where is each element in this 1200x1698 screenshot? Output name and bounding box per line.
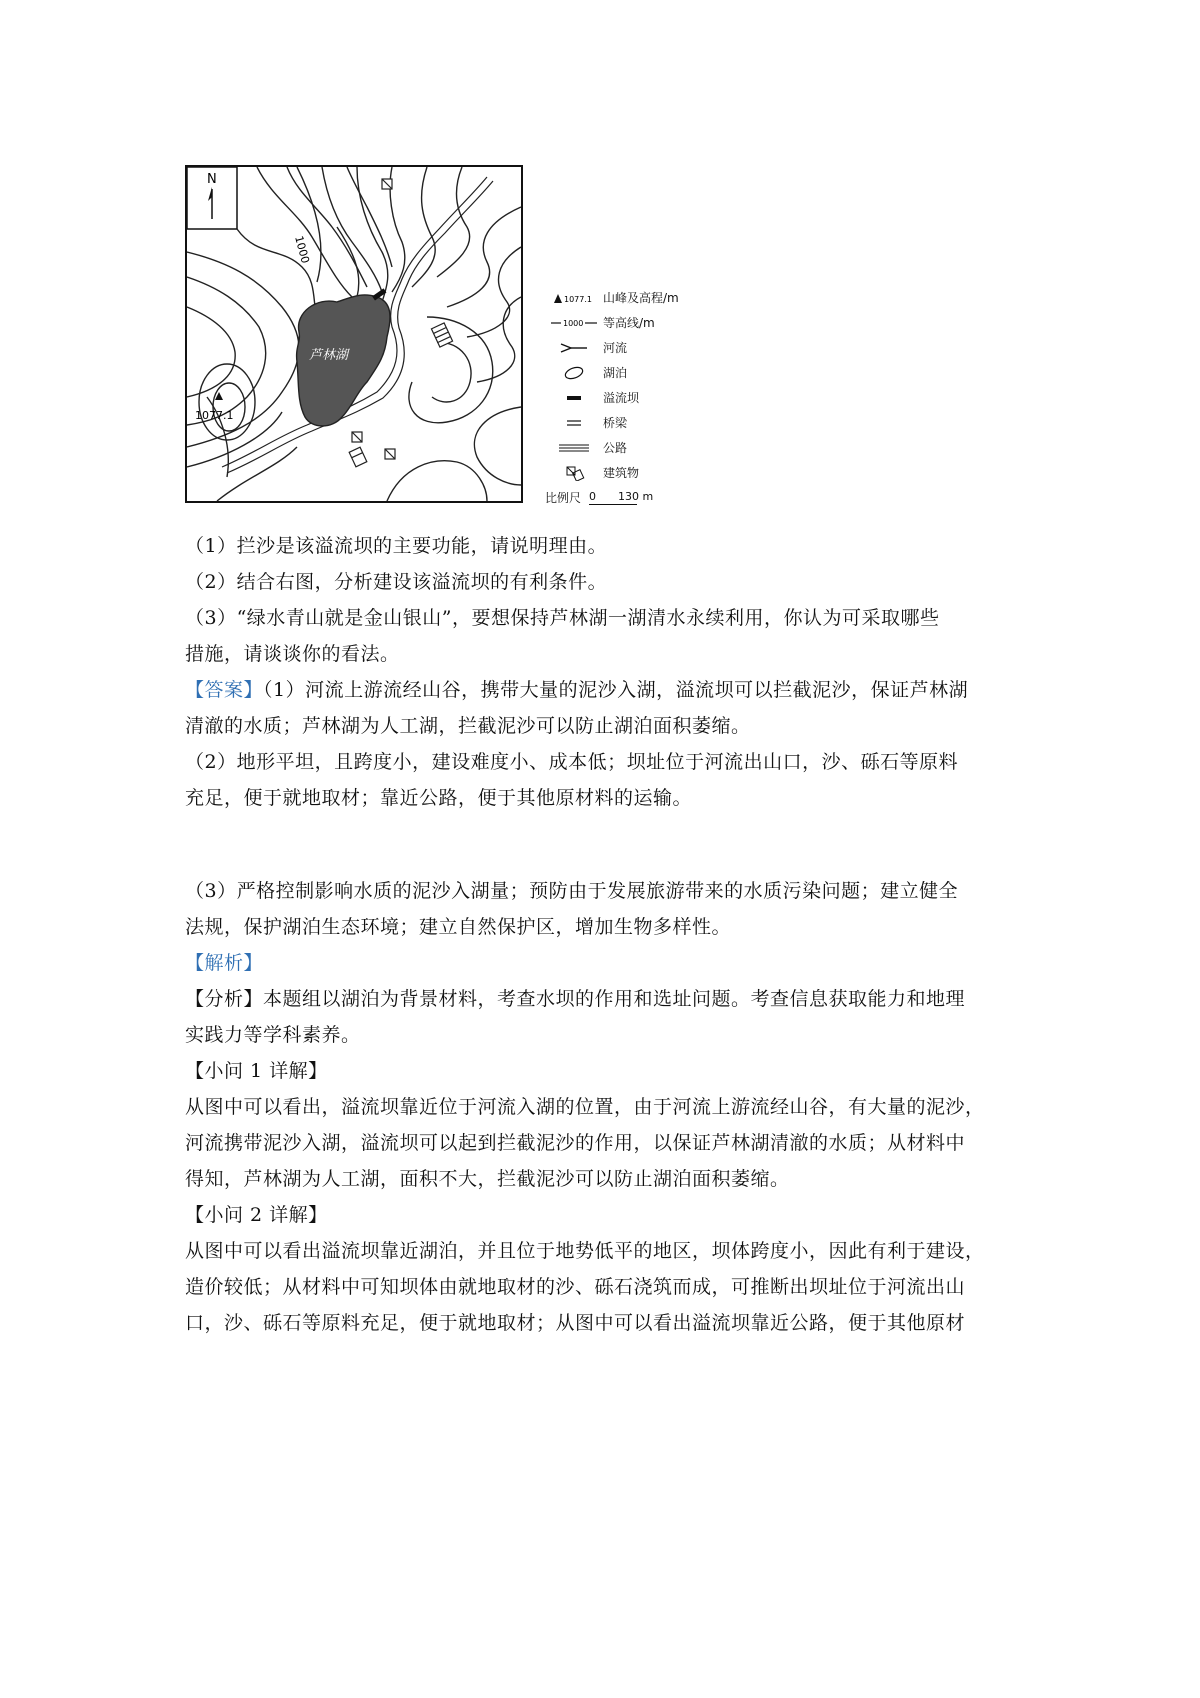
legend-item-lake: [545, 360, 715, 385]
question-1: （1）拦沙是该溢流坝的主要功能，请说明理由。: [185, 535, 608, 557]
svg-text:1077.1: 1077.1: [564, 294, 592, 304]
legend-label: 桥梁: [603, 416, 628, 430]
peak-elevation-label: 1077.1: [195, 409, 234, 422]
legend-item-river: [545, 335, 715, 360]
sub-question-1-line-3: 得知，芦林湖为人工湖，面积不大，拦截泥沙可以防止湖泊面积萎缩。: [185, 1168, 790, 1190]
legend-label: 公路: [603, 441, 628, 455]
peak-icon: [545, 291, 603, 305]
spillway-dam-icon: [545, 391, 603, 405]
answer-tag: 【答案】: [185, 679, 264, 701]
answer-2-line-1: （2）地形平坦，且跨度小，建设难度小、成本低；坝址位于河流出山口，沙、砾石等原料: [185, 751, 959, 773]
spacer: [185, 816, 1030, 873]
scale-value: 130 m: [618, 489, 654, 503]
north-label: N: [207, 172, 217, 187]
analysis-intro-line-2: 实践力等学科素养。: [185, 1024, 361, 1046]
sub-question-2-line-1: 从图中可以看出溢流坝靠近湖泊，并且位于地势低平的地区，坝体跨度小，因此有利于建设，: [185, 1240, 985, 1262]
sub-question-1-line-1: 从图中可以看出，溢流坝靠近位于河流入湖的位置，由于河流上游流经山谷，有大量的泥沙，: [185, 1096, 985, 1118]
scale-ruler: [589, 491, 653, 505]
question-2: （2）结合右图，分析建设该溢流坝的有利条件。: [185, 571, 608, 593]
legend-label: 建筑物: [603, 466, 640, 480]
legend-label: 等高线/m: [603, 316, 655, 330]
question-3-line-1: （3）“绿水青山就是金山银山”，要想保持芦林湖一湖清水永续利用，你认为可采取哪些: [185, 607, 940, 629]
legend-item-road: [545, 435, 715, 460]
lake-label: 芦林湖: [309, 348, 349, 363]
scale-label: 比例尺: [545, 491, 582, 505]
answer-1-line-2: 清澈的水质；芦林湖为人工湖，拦截泥沙可以防止湖泊面积萎缩。: [185, 715, 751, 737]
contour-label: 1000: [292, 234, 312, 265]
legend-label: 山峰及高程/m: [603, 291, 679, 305]
map-legend: [545, 285, 715, 510]
sub-question-1-line-2: 河流携带泥沙入湖，溢流坝可以起到拦截泥沙的作用，以保证芦林湖清澈的水质；从材料中: [185, 1132, 966, 1154]
legend-label: 湖泊: [603, 366, 628, 380]
question-content: [185, 528, 1030, 1341]
road-icon: [545, 441, 603, 455]
sub-question-2-line-2: 造价较低；从材料中可知坝体由就地取材的沙、砾石浇筑而成，可推断出坝址位于河流出山: [185, 1276, 966, 1298]
legend-label: 溢流坝: [603, 391, 640, 405]
peak-contours: [199, 364, 255, 440]
legend-label: 河流: [603, 341, 628, 355]
svg-text:1000: 1000: [563, 318, 584, 328]
topographic-map-figure: [185, 165, 715, 515]
legend-item-contour: [545, 310, 715, 335]
contour-map-drawing: [187, 167, 521, 501]
contour-map: [185, 165, 523, 503]
building-icon: [545, 465, 603, 481]
legend-item-peak: [545, 285, 715, 310]
lake-icon: [545, 366, 603, 380]
answer-3-line-1: （3）严格控制影响水质的泥沙入湖量；预防由于发展旅游带来的水质污染问题；建立健全: [185, 880, 959, 902]
legend-item-bridge: [545, 410, 715, 435]
river-icon: [545, 341, 603, 355]
legend-item-dam: [545, 385, 715, 410]
sub-question-2-title: 【小问 2 详解】: [185, 1204, 328, 1226]
answer-2-line-2: 充足，便于就地取材；靠近公路，便于其他原材料的运输。: [185, 787, 693, 809]
analysis-intro-line-1: 【分析】本题组以湖泊为背景材料，考查水坝的作用和选址问题。考查信息获取能力和地理: [185, 988, 966, 1010]
scale-zero: 0: [589, 489, 597, 503]
sub-question-1-title: 【小问 1 详解】: [185, 1060, 328, 1082]
contour-line-icon: [545, 316, 603, 330]
bridge-icon: [545, 416, 603, 430]
legend-item-building: [545, 460, 715, 485]
scale-bar: [545, 485, 715, 510]
answer-3-line-2: 法规，保护湖泊生态环境；建立自然保护区，增加生物多样性。: [185, 916, 732, 938]
answer-1-line-1: 【答案】（1）河流上游流经山谷，携带大量的泥沙入湖，溢流坝可以拦截泥沙，保证芦林湖: [185, 679, 969, 701]
analysis-tag: 【解析】: [185, 952, 264, 974]
question-3-line-2: 措施，请谈谈你的看法。: [185, 643, 400, 665]
sub-question-2-line-3: 口，沙、砾石等原料充足，便于就地取材；从图中可以看出溢流坝靠近公路，便于其他原材: [185, 1312, 966, 1334]
